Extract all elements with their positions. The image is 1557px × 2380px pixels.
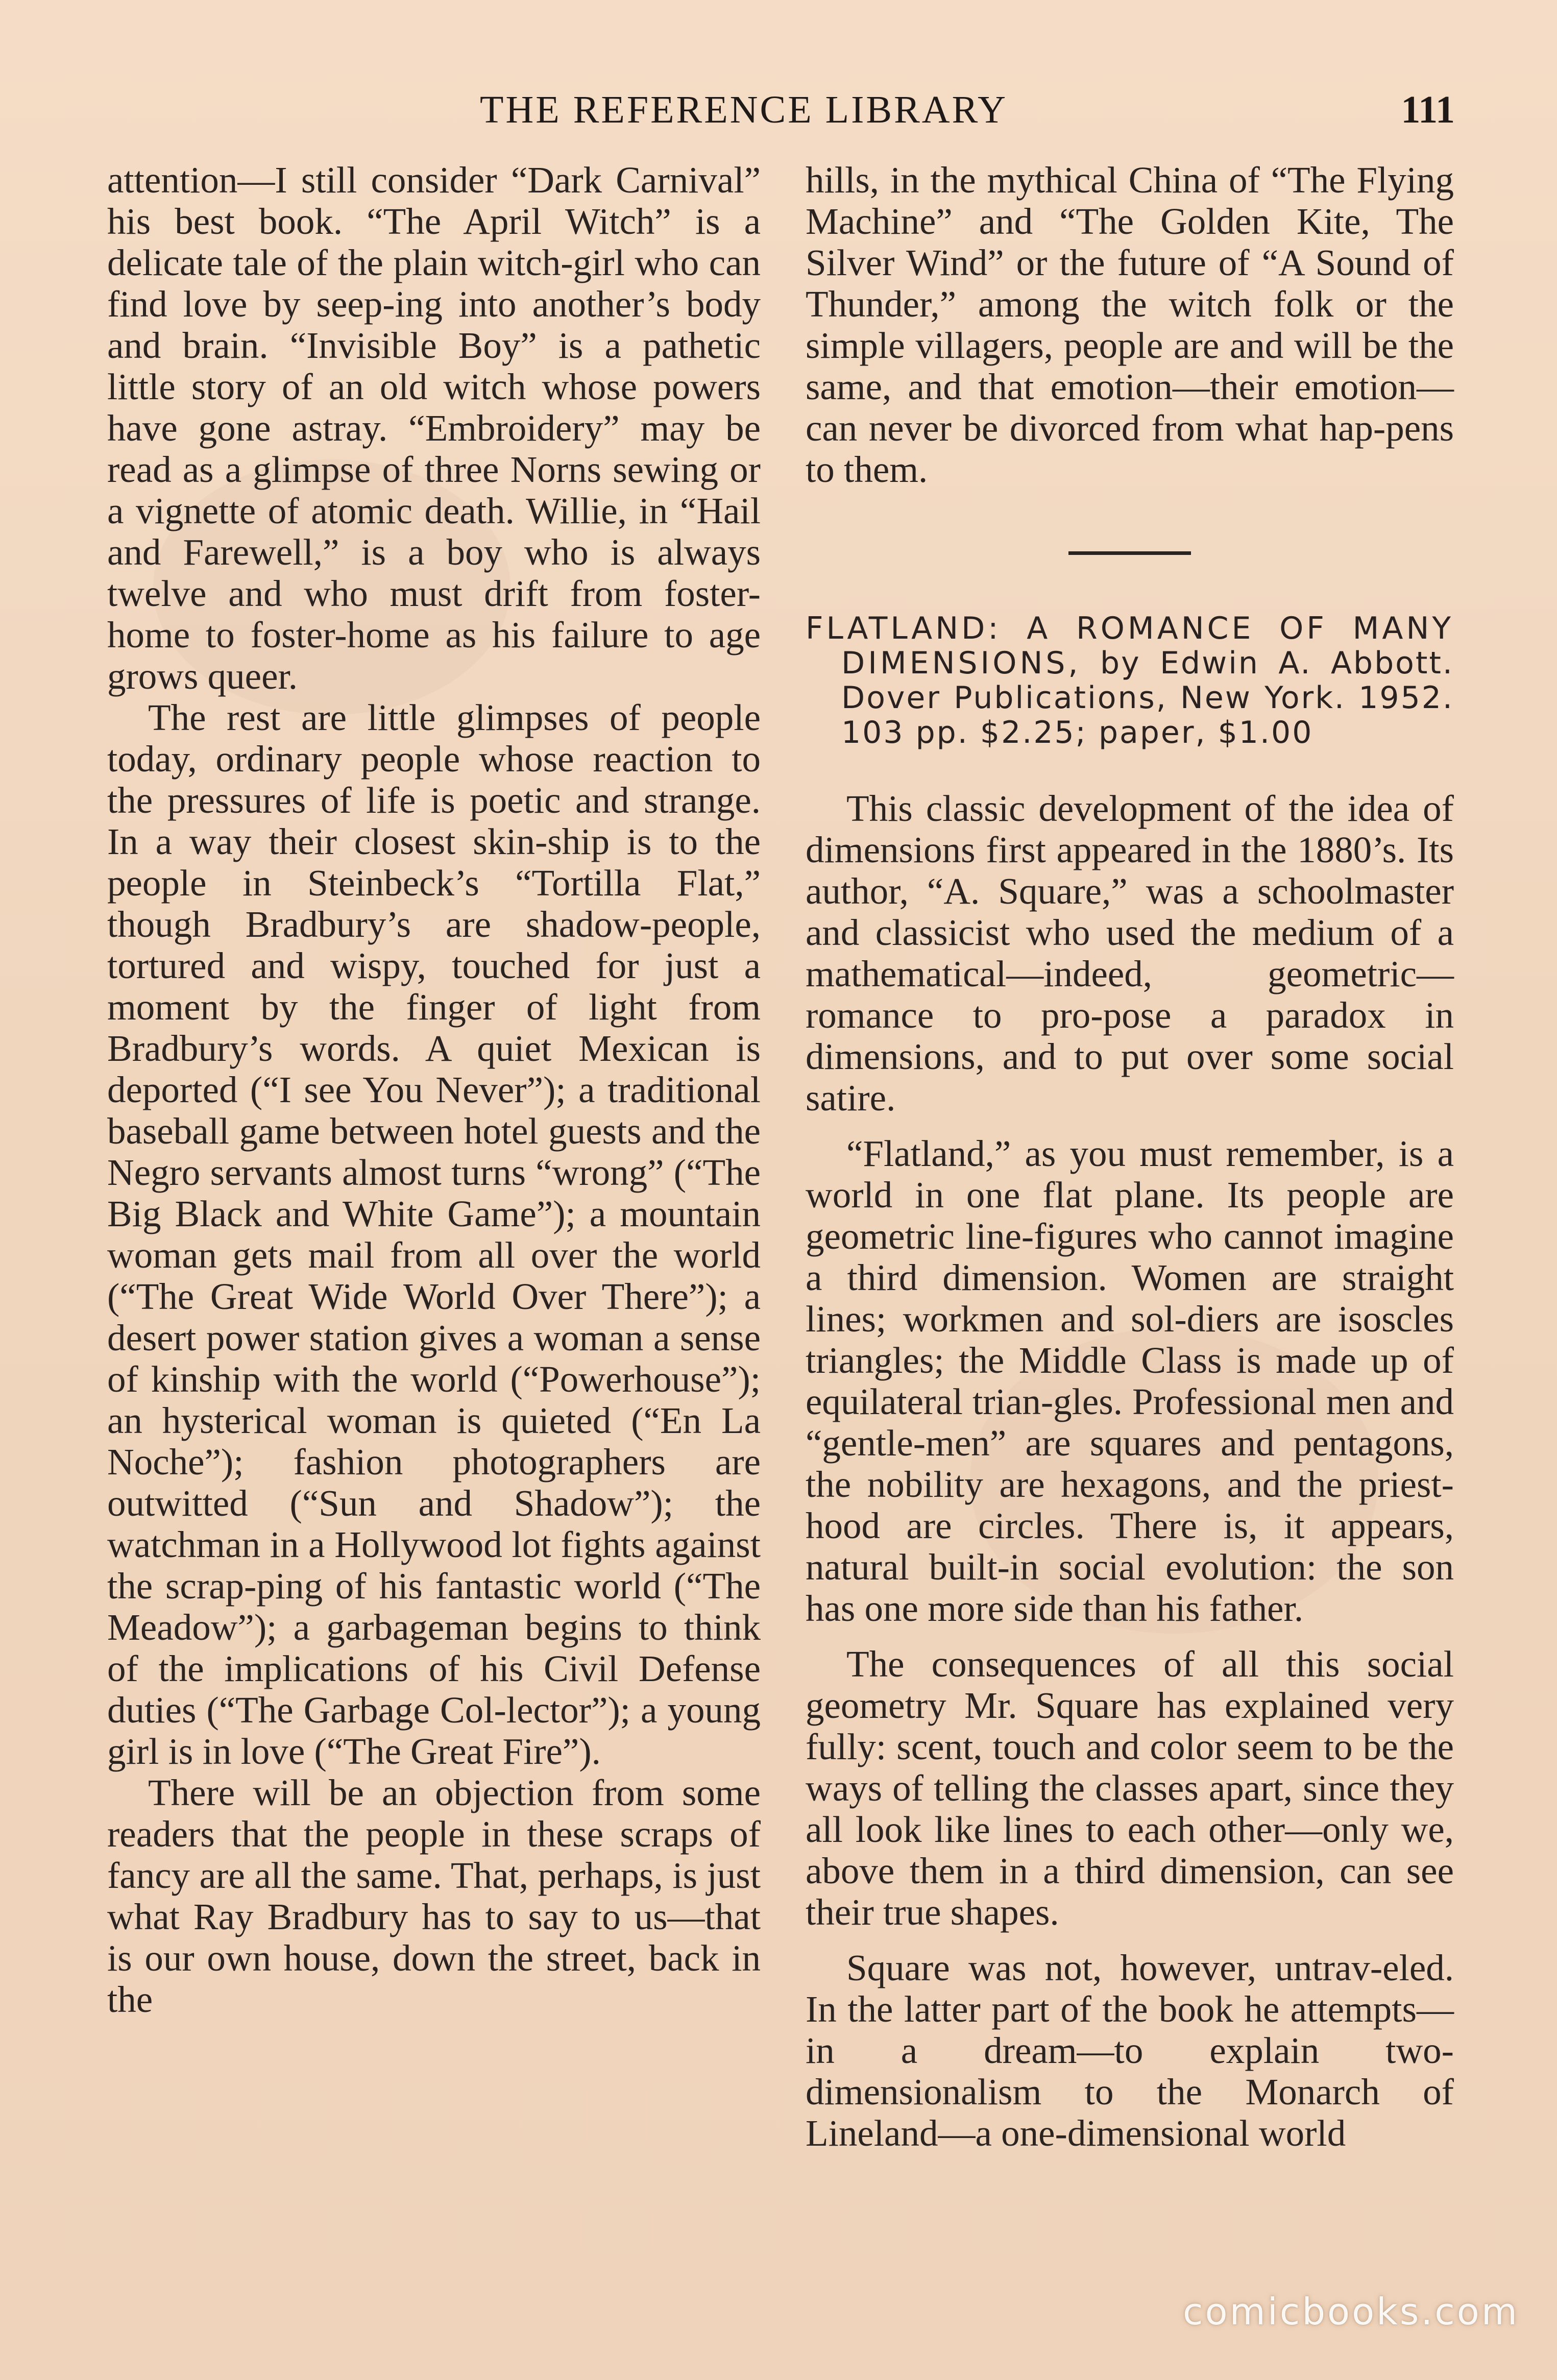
review-publisher: Dover Publications, New York. 1952. <box>841 680 1454 716</box>
review-author: by Edwin A. Abbott. <box>1100 645 1454 681</box>
paragraph: “Flatland,” as you must remember, is a world in one flat plane. Its people are geometric line-figures who cannot imagine a third dimension. Women are straight lines; workmen and sol-diers are isoscles triangles; the Middle Class is made up of equilateral trian-gles. Professional men and “gentle-men” are squares and pentagons, the nobility are hexagons, and the priest-hood are circles. There is, it appears, natural built-in social evolution: the son has one more side than his father. <box>806 1133 1454 1629</box>
paragraph: Square was not, however, untrav-eled. In the latter part of the book he attempts—in a dream—to explain two-dimensionalism to the Monarch of Lineland—a one-dimensional world <box>806 1947 1454 2154</box>
review-book-title: FLATLAND: A ROMANCE OF MANY DIMENSIONS, <box>806 611 1454 681</box>
paragraph: The consequences of all this social geometry Mr. Square has explained very fully: scent, touch and color seem to be the ways of telling the classes apart, since they all look like lines to each other—only we, above them in a third dimension, can see their true shapes. <box>806 1643 1454 1933</box>
paragraph: This classic development of the idea of dimensions first appeared in the 1880’s. Its author, “A. Square,” was a schoolmaster and classicist who used the medium of a mathematical—indeed, geometric—romance to pro-pose a paradox in dimensions, and to put over some social satire. <box>806 788 1454 1119</box>
section-separator <box>1068 551 1191 555</box>
page-number: 111 <box>1401 88 1455 131</box>
right-column <box>806 159 1454 2154</box>
left-column <box>107 159 761 2020</box>
site-watermark: comicbooks.com <box>1182 2290 1519 2333</box>
paragraph: The rest are little glimpses of people today, ordinary people whose reaction to the pressures of life is poetic and strange. In a way their closest skin-ship is to the people in Steinbeck’s “Tortilla Flat,” though Bradbury’s are shadow-people, tortured and wispy, touched for just a moment by the finger of light from Bradbury’s words. A quiet Mexican is deported (“I see You Never”); a traditional baseball game between hotel guests and the Negro servants almost turns “wrong” (“The Big Black and White Game”); a mountain woman gets mail from all over the world (“The Great Wide World Over There”); a desert power station gives a woman a sense of kinship with the world (“Powerhouse”); an hysterical woman is quieted (“En La Noche”); fashion photographers are outwitted (“Sun and Shadow”); the watchman in a Hollywood lot fights against the scrap-ping of his fantastic world (“The Meadow”); a garbageman begins to think of the implications of his Civil Defense duties (“The Garbage Col-lector”); a young girl is in love (“The Great Fire”). <box>107 697 761 1772</box>
paragraph: attention—I still consider “Dark Carnival” his best book. “The April Witch” is a delicate tale of the plain witch-girl who can find love by seep-ing into another’s body and brain. “Invisible Boy” is a pathetic little story of an old witch whose powers have gone astray. “Embroidery” may be read as a glimpse of three Norns sewing or a vignette of atomic death. Willie, in “Hail and Farewell,” is a boy who is always twelve and who must drift from foster-home to foster-home as his failure to age grows queer. <box>107 159 761 697</box>
running-title: THE REFERENCE LIBRARY <box>480 88 1008 131</box>
review-details: 103 pp. $2.25; paper, $1.00 <box>841 715 1313 750</box>
review-heading <box>806 611 1454 750</box>
paragraph: hills, in the mythical China of “The Flying Machine” and “The Golden Kite, The Silver Wind” or the future of “A Sound of Thunder,” among the witch folk or the simple villagers, people are and will be the same, and that emotion—their emotion—can never be divorced from what hap-pens to them. <box>806 159 1454 490</box>
running-head <box>480 88 1501 144</box>
paragraph: There will be an objection from some readers that the people in these scraps of fancy are all the same. That, perhaps, is just what Ray Bradbury has to say to us—that is our own house, down the street, back in the <box>107 1772 761 2020</box>
